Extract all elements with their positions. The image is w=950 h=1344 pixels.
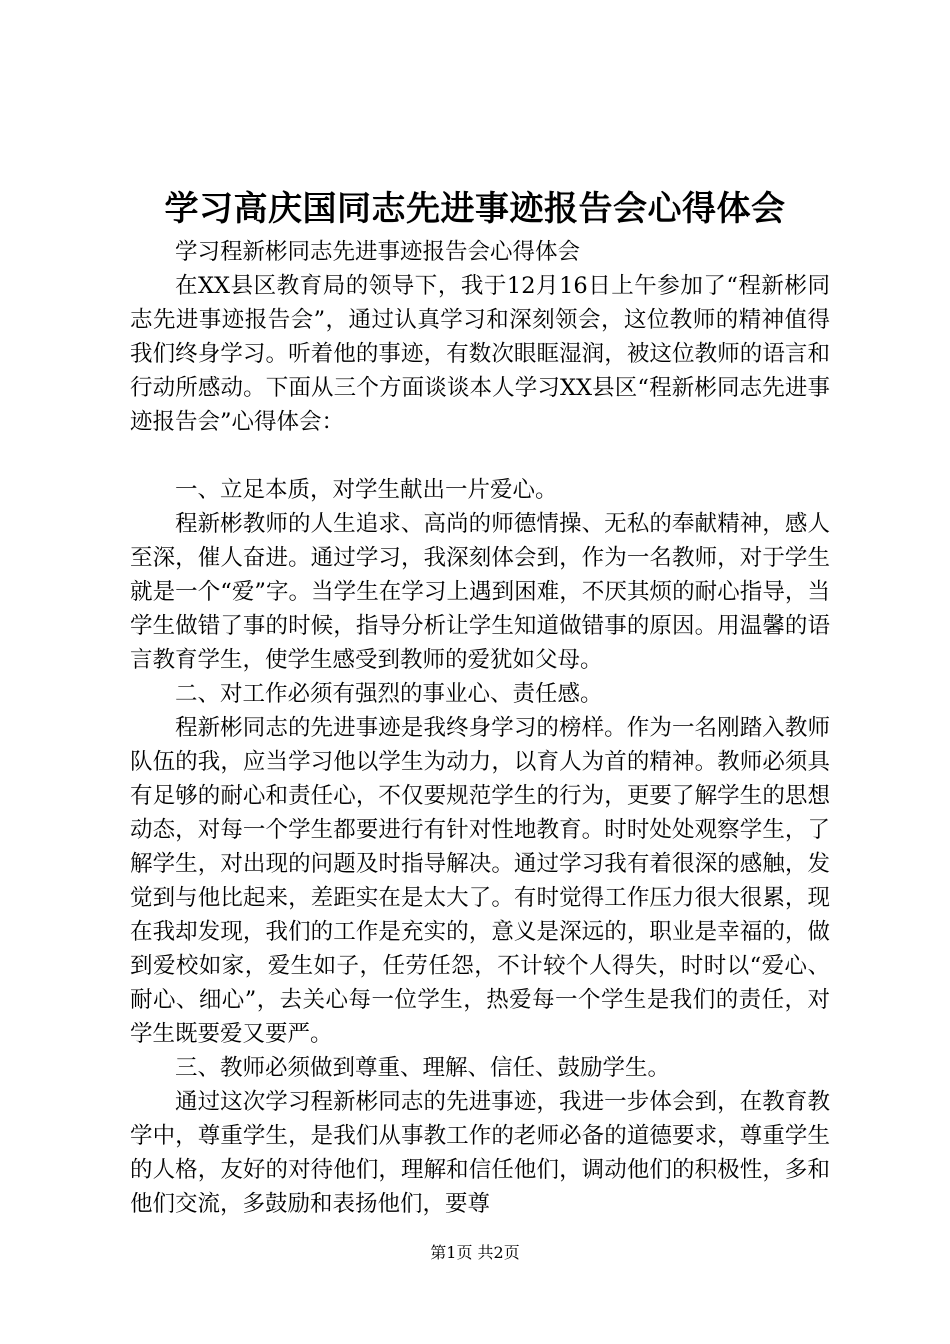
document-title: 学习高庆国同志先进事迹报告会心得体会 bbox=[164, 189, 786, 229]
section-heading-3: 三、教师必须做到尊重、理解、信任、鼓励学生。 bbox=[175, 1055, 671, 1081]
section-paragraph-1: 程新彬教师的人生追求、高尚的师德情操、无私的奉献精神，感人至深，催人奋进。通过学习，我深刻体会到，作为一名教师，对于学生就是一个“爱”字。当学生在学习上遇到困难，不厌其烦的耐心指导，当学生做错了事的时候，指导分析让学生知道做错事的原因。用温馨的语言教育学生，使学生感受到教师的爱犹如父母。 bbox=[130, 511, 830, 673]
section-paragraph-2: 程新彬同志的先进事迹是我终身学习的榜样。作为一名刚踏入教师队伍的我，应当学习他以学生为动力，以育人为首的精神。教师必须具有足够的耐心和责任心，不仅要规范学生的行为，更要了解学生的思想动态，对每一个学生都要进行有针对性地教育。时时处处观察学生，了解学生，对出现的问题及时指导解决。通过学习我有着很深的感触，发觉到与他比起来，差距实在是太大了。有时觉得工作压力很大很累，现在我却发现，我们的工作是充实的，意义是深远的，职业是幸福的，做到爱校如家，爱生如子，任劳任怨，不计较个人得失，时时以“爱心、耐心、细心”，去关心每一位学生，热爱每一个学生是我们的责任，对学生既要爱又要严。 bbox=[130, 715, 830, 1047]
document-body bbox=[130, 235, 830, 1221]
intro-paragraph: 在XX县区教育局的领导下，我于12月16日上午参加了“程新彬同志先进事迹报告会”，通过认真学习和深刻领会，这位教师的精神值得我们终身学习。听着他的事迹，有数次眼眶湿润，被这位教师的语言和行动所感动。下面从三个方面谈谈本人学习XX县区“程新彬同志先进事迹报告会”心得体会： bbox=[130, 273, 830, 435]
section-heading-2: 二、对工作必须有强烈的事业心、责任感。 bbox=[175, 681, 603, 707]
page-indicator: 第1页 共2页 bbox=[430, 1243, 520, 1262]
section-paragraph-3: 通过这次学习程新彬同志的先进事迹，我进一步体会到，在教育教学中，尊重学生，是我们从事教工作的老师必备的道德要求，尊重学生的人格，友好的对待他们，理解和信任他们，调动他们的积极性，多和他们交流，多鼓励和表扬他们，要尊 bbox=[130, 1089, 830, 1217]
document-subtitle: 学习程新彬同志先进事迹报告会心得体会 bbox=[175, 239, 581, 265]
section-heading-1: 一、立足本质，对学生献出一片爱心。 bbox=[175, 477, 558, 503]
